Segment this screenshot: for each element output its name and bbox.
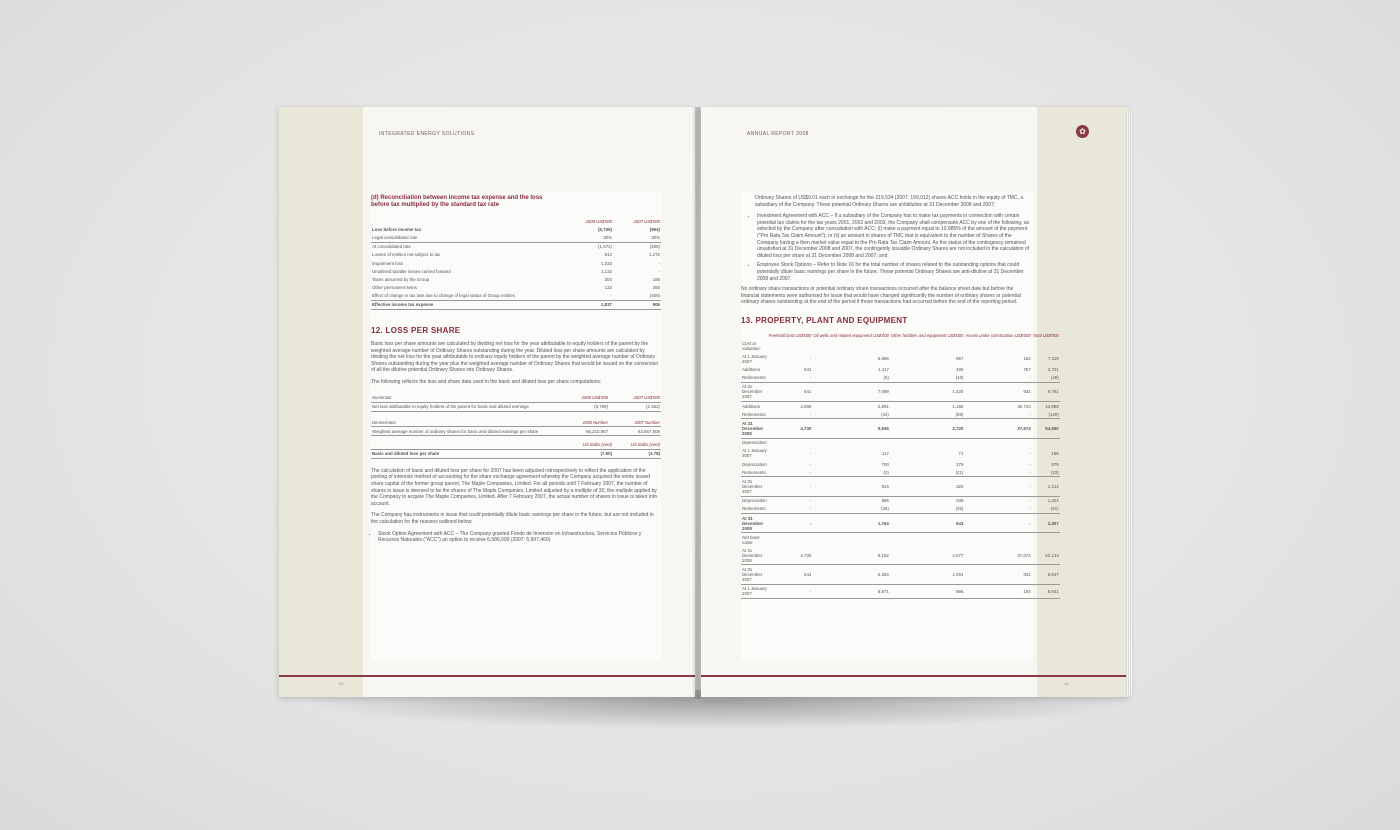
row-value: 54,550 <box>1032 419 1060 438</box>
row-value: - <box>1029 461 1031 467</box>
table-row <box>741 382 1060 401</box>
row-value: (298) <box>649 244 660 250</box>
table-row <box>371 225 661 233</box>
recon-title: (d) Reconciliation between income tax expense and the loss before tax multiplied by the standard tax rate <box>371 195 543 208</box>
row-label: Retirements <box>741 468 768 477</box>
right-bullets <box>741 213 1033 282</box>
row-label: Retirements <box>741 505 768 514</box>
ppe-col-header: Total US$'000 <box>1032 332 1059 338</box>
row-value: 641 <box>768 382 813 401</box>
row-label: Loss before income tax <box>372 226 422 232</box>
row-value <box>1032 438 1060 447</box>
row-value: 1,132 <box>601 268 612 274</box>
row-value: - <box>768 374 813 383</box>
row-value: - <box>768 468 813 477</box>
section-12-para3: The calculation of basic and diluted loss per share for 2007 has been adjusted retrospectively to reflect the application of the pooling of interests method of accounting for the share exchange agreement whereby the Company acquired the entire issued share capital of the former group parent, The Maple Companies, Limited. For all periods until 7 February 2007, the number of shares in issue is deemed to be the shares of The Maple Companies, Limited adjusted by a multiple of 30, the multiple applied by the Company to acquire The Maple Companies, Limited. After 7 February 2007, the actual number of shares in issue is taken into account. <box>371 467 657 507</box>
row-label: At 31 December 2008 <box>741 419 768 438</box>
row-value: - <box>658 268 660 274</box>
recon-table <box>371 217 661 310</box>
row-value: 2,407 <box>1032 513 1060 532</box>
row-label: At 31 December 2007 <box>741 382 768 401</box>
row-value: 4,730 <box>768 419 813 438</box>
row-value: (44) <box>812 410 890 419</box>
row-label: Additions <box>742 367 761 373</box>
row-label: Cost or valuation: <box>742 340 761 351</box>
row-label: Legal consolidated rate <box>371 233 565 242</box>
table-row <box>741 352 1060 365</box>
table-row <box>371 284 661 292</box>
table-row: Net loss attributable to equity holders of the parent for basic and diluted earnings (6,799) (2,452) <box>371 402 661 411</box>
row-value: (43) <box>890 374 965 383</box>
row-value: - <box>809 498 812 504</box>
table-row <box>741 505 1060 514</box>
row-label: Effective income tax expense <box>371 300 565 309</box>
table-row <box>741 410 1060 419</box>
row-value <box>964 533 1031 547</box>
row-label: At consolidated rate <box>372 244 411 250</box>
row-value: - <box>809 356 812 362</box>
row-value: 6,284 <box>812 565 890 584</box>
table-row <box>741 365 1060 373</box>
row-value: - <box>964 477 1031 496</box>
table-row <box>741 496 1060 505</box>
table-row <box>741 546 1060 565</box>
table-row <box>741 584 1060 598</box>
right-para0: Ordinary Shares of US$0.01 each in exchange for the 219,534 (2007: 199,912) shares ACC holds in the equity of TMC, a subsidiary of the Company. These potential Ordinary Shares are antidilutive at 31 December 2008 and 2007; <box>755 195 1024 208</box>
eps-col1: US dollar (cent) <box>582 441 612 447</box>
row-value: (406) <box>649 293 660 299</box>
left-content <box>371 191 661 661</box>
right-page <box>701 107 1129 697</box>
table-row <box>741 438 1060 447</box>
row-value <box>812 339 890 352</box>
row-value: 815 <box>812 477 890 496</box>
row-label: Retirements <box>741 374 768 383</box>
row-label: At 31 December 2007 <box>741 565 768 584</box>
table-row: Basic and diluted loss per share (7.90) (3.78) <box>371 449 661 458</box>
row-value <box>812 438 890 447</box>
row-value: - <box>658 260 660 266</box>
row-label: Depreciation <box>742 461 767 467</box>
row-value <box>1032 339 1060 352</box>
row-value: 30% <box>565 233 613 242</box>
row-label: Losses of entities not subject to tax <box>372 252 441 258</box>
row-value: (25) <box>890 505 965 514</box>
row-value: - <box>964 513 1031 532</box>
ppe-col-header: Oil wells and related equipment US$'000 <box>813 332 889 338</box>
row-value: 2,720 <box>890 419 965 438</box>
row-value: 4,730 <box>768 546 813 565</box>
row-value: 37,674 <box>964 546 1031 565</box>
right-para1: No ordinary share transactions or potential ordinary share transactions occurred after the balance sheet date but before the financial statements were authorised for issue that would have changed significantly the number of ordinary shares or potential ordinary shares outstanding at the end of the period if those transactions had occurred before the end of the reporting period. <box>741 286 1021 306</box>
row-label: At 31 December 2007 <box>741 477 768 496</box>
bullet-investment-agreement: • Investment Agreement with ACC – If a subsidiary of the Company has to make tax payments in connection with certain potential tax claims for the tax years 2001, 2002 and 2003, the Company shall compensate ACC by one of the following, as selected by the Company after consultation with ACC: (i) make a payment equal to 10.985% of the amount of the payment ("Pro Rata Tax Claim Amount"); or (ii) an amount in shares of TMC that is equivalent to the number of Shares of the Company having a then market value equal to the Pro Rata Tax Claim Amount. As the status of the contingency remained unsatisfied at 31 December 2008 and 2007, the contingently issuable Ordinary Shares are not included in the calculation of diluted loss per share at 31 December 2008 and 2007; and <box>757 213 1033 259</box>
row-label: At 1 January 2007 <box>742 353 767 364</box>
row-value: (1,572) <box>598 244 612 250</box>
row-value: 132 <box>604 285 612 291</box>
row-label: Other permanent items <box>372 285 417 291</box>
row-value: 1,324 <box>1047 498 1059 504</box>
section-12-title: 12. LOSS PER SHARE <box>371 326 461 336</box>
row-value: 329 <box>890 477 965 496</box>
row-value: 9,946 <box>812 419 890 438</box>
row-value: 186 <box>652 276 660 282</box>
left-bullets <box>371 531 661 544</box>
row-value: (129) <box>1032 410 1060 419</box>
table-row <box>741 513 1060 532</box>
row-value: 1,165 <box>952 403 964 409</box>
row-value: 1,033 <box>601 260 612 266</box>
row-value: 52,143 <box>1032 546 1060 565</box>
row-value: 164 <box>1023 356 1031 362</box>
row-value: (5,706) <box>598 226 612 232</box>
row-value: 36,743 <box>1017 403 1031 409</box>
row-value: (36) <box>812 505 890 514</box>
row-value <box>812 533 890 547</box>
row-value: - <box>768 584 813 598</box>
row-value: - <box>809 461 812 467</box>
page-number-right: 61 <box>1064 681 1069 686</box>
num-col2: 2007 US$'000 <box>609 394 661 403</box>
row-value: 304 <box>604 276 612 282</box>
row-value <box>964 339 1031 352</box>
row-value: 7,119 <box>1048 356 1059 362</box>
table-row <box>371 275 661 283</box>
row-value: (21) <box>890 468 965 477</box>
eps-table <box>371 440 661 458</box>
numerator-head: Numerator <box>371 394 557 403</box>
right-content <box>741 191 1059 661</box>
eps-col2: US dollar (cent) <box>630 441 660 447</box>
footer-rule-right <box>701 675 1129 677</box>
row-value: 906 <box>613 300 661 309</box>
row-value <box>890 533 965 547</box>
row-value: 931 <box>964 565 1031 584</box>
row-label: At 1 January 2007 <box>741 584 768 598</box>
row-value: - <box>768 410 813 419</box>
row-value: 8,647 <box>1032 565 1060 584</box>
row-value: 496 <box>956 367 964 373</box>
row-value: (994) <box>649 226 660 232</box>
row-value <box>890 438 965 447</box>
row-value: - <box>768 477 813 496</box>
row-value: 1,272 <box>649 252 660 258</box>
row-value: 1,764 <box>812 513 890 532</box>
row-value: 2,721 <box>1047 367 1059 373</box>
ppe-table <box>741 331 1060 599</box>
row-value: 643 <box>890 513 965 532</box>
row-value <box>768 533 813 547</box>
row-value <box>768 339 813 352</box>
row-value: 967 <box>956 356 964 362</box>
table-row <box>741 468 1060 477</box>
row-value <box>890 339 965 352</box>
section-13-title: 13. PROPERTY, PLANT AND EQUIPMENT <box>741 315 908 325</box>
recon-col1: 2008 US$'000 <box>585 218 612 224</box>
row-value <box>768 438 813 447</box>
row-value: (2) <box>812 468 890 477</box>
row-label: Depreciation <box>742 440 767 446</box>
ppe-col-header: Other facilities and equipment US$'000 <box>890 332 964 338</box>
row-label: Unutilised taxable losses carried forward <box>372 268 451 274</box>
row-value: 641 <box>804 367 812 373</box>
row-value: 9,791 <box>1032 382 1060 401</box>
row-label: Retirements <box>741 410 768 419</box>
row-value: (23) <box>1032 468 1060 477</box>
row-value: 30% <box>613 233 661 242</box>
ppe-col-header: Assets under construction US$'000 <box>965 332 1031 338</box>
table-row <box>741 374 1060 383</box>
table-row <box>741 402 1060 411</box>
table-row: Weighted average number of ordinary shares for basic and diluted earnings per share 86,210,857 63,657,908 <box>371 427 661 436</box>
ppe-col-header: Freehold land US$'000 <box>768 332 812 338</box>
section-12-para4: The Company has instruments in issue that could potentially dilute basic earnings per share in the future, but are not included in the calculation for the reasons outlined below: <box>371 512 654 525</box>
table-row <box>371 251 661 259</box>
table-row <box>741 419 1060 438</box>
table-row <box>371 300 661 309</box>
row-value <box>964 438 1031 447</box>
row-value: (49) <box>1032 374 1060 383</box>
left-page <box>279 107 695 697</box>
denominator-table <box>371 418 661 436</box>
den-col1: 2008 Number <box>557 418 609 427</box>
row-value: 188 <box>1051 450 1059 456</box>
row-value: - <box>964 374 1031 383</box>
table-row <box>741 477 1060 496</box>
row-label: Taxes assumed by the Group <box>372 276 430 282</box>
row-value: 767 <box>1023 367 1031 373</box>
bullet-stock-option: • Stock Option Agreement with ACC – The Company granted Fondo de Inversión en Infraestructura, Servicios Públicos y Recursos Naturales ("ACC") an option to receive 6,586,000 (2007: 5,997,460) <box>378 531 661 544</box>
section-12-para1: Basic loss per share amounts are calculated by dividing net loss for the year attributable to equity holders of the parent by the weighted average number of Ordinary Shares outstanding during the year. Diluted loss per share amounts are calculated by dividing the net loss for the year attributable to ordinary equity holders of the parent by the weighted average number of Ordinary Shares outstanding during the year plus the weighted average number of Ordinary Shares that would be issued on the conversion of all the dilutive potential Ordinary Shares into Ordinary Shares. <box>371 341 659 374</box>
row-value: 1,144 <box>1032 477 1060 496</box>
row-value: 37,674 <box>964 419 1031 438</box>
row-value: 641 <box>768 565 813 584</box>
row-value: 6,931 <box>1032 584 1060 598</box>
row-value: 1,837 <box>565 300 613 309</box>
row-label: Additions <box>742 403 761 409</box>
row-value: - <box>1029 450 1031 456</box>
row-value: - <box>610 293 612 299</box>
section-12-para2: The following reflects the loss and share data used in the basic and diluted loss per share computations: <box>371 379 602 386</box>
row-value: 812 <box>604 252 612 258</box>
row-value: 700 <box>881 461 889 467</box>
row-value: (85) <box>890 410 965 419</box>
row-value: - <box>768 505 813 514</box>
row-value: 44,888 <box>1045 403 1059 409</box>
running-head-left: INTEGRATED ENERGY SOLUTIONS <box>379 131 475 137</box>
row-label: At 31 December 2008 <box>741 513 768 532</box>
running-head-right: ANNUAL REPORT 2008 <box>747 131 809 137</box>
row-value: 2,891 <box>877 403 889 409</box>
row-value: 896 <box>890 584 965 598</box>
row-label: At 1 January 2007 <box>742 448 767 459</box>
row-value: 4,089 <box>800 403 812 409</box>
row-value: 71 <box>958 450 964 456</box>
row-label: Net book value <box>742 534 760 545</box>
table-row <box>741 460 1060 468</box>
row-value: 117 <box>881 450 889 456</box>
left-margin-band <box>279 107 363 697</box>
row-value: 979 <box>1051 461 1059 467</box>
footer-rule-left <box>279 675 695 677</box>
den-col2: 2007 Number <box>609 418 661 427</box>
row-value: 8,182 <box>812 546 890 565</box>
row-value: (61) <box>1032 505 1060 514</box>
row-value: 5,871 <box>812 584 890 598</box>
row-label: Depreciation <box>742 498 767 504</box>
page-number-left: 60 <box>339 681 344 686</box>
denominator-head: Denominator <box>371 418 557 427</box>
table-row <box>371 233 661 242</box>
row-value: 279 <box>956 461 964 467</box>
row-label: At 31 December 2008 <box>741 546 768 565</box>
row-value: 5,988 <box>877 356 889 362</box>
row-value: 985 <box>881 498 889 504</box>
table-row <box>371 292 661 301</box>
row-value: - <box>768 513 813 532</box>
numerator-table <box>371 394 661 412</box>
bullet-employee-options: • Employee Stock Options – Refer to Note 16 for the total number of shares related to the outstanding options that could potentially dilute basic earnings per share in the future. These potential Ordinary Shares are anti-dilutive at 31 December 2008 and 2007. <box>757 262 1033 282</box>
table-row <box>741 533 1060 547</box>
table-row <box>741 447 1060 460</box>
row-value: 1,420 <box>890 382 965 401</box>
recon-col2: 2007 US$'000 <box>633 218 660 224</box>
row-value: 931 <box>964 382 1031 401</box>
row-value <box>1032 533 1060 547</box>
row-label: Effect of change in tax rate due to change of legal status of Group entities <box>372 293 515 299</box>
row-value: 355 <box>652 285 660 291</box>
row-value: (6) <box>812 374 890 383</box>
table-row <box>371 267 661 275</box>
table-row <box>371 259 661 267</box>
table-row <box>741 565 1060 584</box>
flower-logo-icon: ✿ <box>1076 125 1089 138</box>
page-edges <box>1126 110 1133 695</box>
table-row <box>741 339 1060 352</box>
row-value: 164 <box>964 584 1031 598</box>
row-value: 339 <box>956 498 964 504</box>
num-col1: 2008 US$'000 <box>557 394 609 403</box>
row-value: - <box>964 468 1031 477</box>
row-value: 1,117 <box>878 367 889 373</box>
row-value: - <box>964 505 1031 514</box>
table-row <box>371 242 661 251</box>
row-value: 7,099 <box>812 382 890 401</box>
row-value: 1,091 <box>890 565 965 584</box>
row-value: - <box>809 450 812 456</box>
row-value: 2,077 <box>890 546 965 565</box>
row-value: - <box>1029 498 1031 504</box>
row-label: Impairment loss <box>372 260 403 266</box>
row-value: - <box>964 410 1031 419</box>
